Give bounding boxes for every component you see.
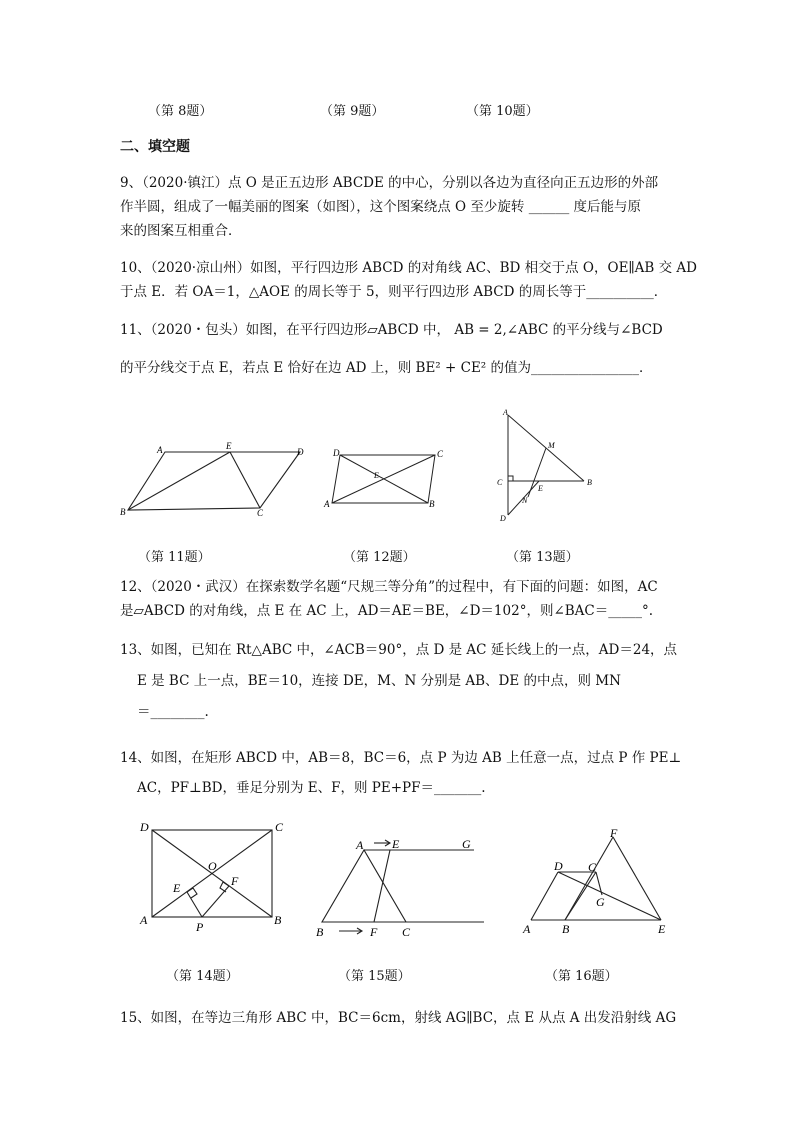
fig12-label-e: E <box>374 471 379 480</box>
fig14-label-b: B <box>274 913 282 927</box>
fig15-label-a: A <box>356 838 364 852</box>
fig15-label-f: F <box>370 925 378 939</box>
fig16-label-g: G <box>596 895 605 909</box>
fig13-label-m: M <box>548 441 555 450</box>
fig15-triangle-abc <box>322 850 406 922</box>
fig13-segment-mn <box>528 448 546 497</box>
figure-12 <box>320 445 445 513</box>
fig14-label-a: A <box>140 913 148 927</box>
fig14-label-o: O <box>208 859 217 873</box>
q14-line2: AC，PF⊥BD，垂足分别为 E、F，则 PE+PF＝_______. <box>137 780 486 796</box>
q9-line3: 来的图案互相重合． <box>120 223 242 239</box>
q10-line1: 10、（2020·凉山州）如图，平行四边形 ABCD 的对角线 AC、BD 相交于点 O，OE∥AB 交 AD <box>120 260 697 276</box>
fig12-label-c: C <box>437 449 444 459</box>
figure-15 <box>312 832 488 942</box>
fig12-label-b: B <box>429 499 435 509</box>
caption-fig8: （第 8题） <box>148 104 213 119</box>
fig12-label-a: A <box>324 499 330 509</box>
q9-line2: 作半圆，组成了一幅美丽的图案（如图），这个图案绕点 O 至少旋转 ______ 度后能与原 <box>120 199 641 215</box>
caption-fig16: （第 16题） <box>545 969 618 984</box>
caption-fig11: （第 11题） <box>138 550 211 565</box>
q12-line2: 是▱ABCD 的对角线，点 E 在 AC 上，AD＝AE＝BE，∠D＝102°，则∠BAC＝_____°. <box>120 603 654 619</box>
fig11-segment-ce <box>230 452 260 508</box>
fig12-label-d: D <box>333 448 340 458</box>
fig13-label-d: D <box>500 514 506 523</box>
fig11-label-e: E <box>226 441 232 451</box>
fig14-label-c: C <box>275 820 284 834</box>
fig15-segment-ef <box>374 850 390 922</box>
section-heading: 二、填空题 <box>120 139 190 155</box>
fig11-label-b: B <box>120 507 126 517</box>
fig14-label-f: F <box>231 874 239 888</box>
fig14-label-d: D <box>140 820 149 834</box>
fig13-label-a: A <box>503 408 508 417</box>
fig14-right-angle-e <box>187 888 197 898</box>
caption-fig10: （第 10题） <box>466 104 539 119</box>
figure-14 <box>135 818 295 940</box>
caption-fig12: （第 12题） <box>343 550 416 565</box>
fig11-label-a: A <box>157 445 163 455</box>
fig13-label-c: C <box>497 478 503 487</box>
fig13-label-n: N <box>522 496 528 505</box>
fig13-label-e: E <box>538 484 543 493</box>
fig15-label-c: C <box>402 925 411 939</box>
figure-13 <box>494 405 602 525</box>
caption-fig13: （第 13题） <box>506 550 579 565</box>
fig16-label-e: E <box>658 922 666 936</box>
caption-fig15: （第 15题） <box>338 969 411 984</box>
q14-line1: 14、如图，在矩形 ABCD 中，AB＝8，BC＝6，点 P 为边 AB 上任意一点，过点 P 作 PE⊥ <box>120 750 682 766</box>
q13-line3: ＝________. <box>137 704 209 720</box>
q13-line2: E 是 BC 上一点，BE＝10，连接 DE，M、N 分别是 AB、DE 的中点，则 MN <box>137 673 621 689</box>
caption-fig9: （第 9题） <box>320 104 385 119</box>
fig14-label-e: E <box>173 881 181 895</box>
fig14-label-p: P <box>196 920 204 934</box>
q15-line1: 15、如图，在等边三角形 ABC 中，BC＝6cm，射线 AG∥BC，点 E 从点 A 出发沿射线 AG <box>120 1010 677 1026</box>
caption-fig14: （第 14题） <box>166 969 239 984</box>
fig12-diagonal-db <box>340 455 428 503</box>
fig16-segment-ad <box>531 872 558 920</box>
fig16-label-a: A <box>523 922 531 936</box>
fig11-label-c: C <box>257 508 264 518</box>
fig11-label-d: D <box>297 447 304 457</box>
fig15-label-b: B <box>316 925 324 939</box>
fig16-label-c: C <box>588 860 597 874</box>
fig16-label-b: B <box>562 922 570 936</box>
figure-16 <box>518 825 678 937</box>
fig16-label-d: D <box>554 859 563 873</box>
q13-line1: 13、如图，已知在 Rt△ABC 中，∠ACB＝90°，点 D 是 AC 延长线上的一点，AD＝24，点 <box>120 642 678 658</box>
q9-line1: 9、（2020·镇江）点 O 是正五边形 ABCDE 的中心，分别以各边为直径向正五边形的外部 <box>120 175 659 191</box>
fig13-right-angle-mark <box>508 476 513 481</box>
fig16-segment-de <box>558 872 661 920</box>
fig15-label-e: E <box>392 837 400 851</box>
fig16-label-f: F <box>610 826 618 840</box>
q11-line1: 11、（2020・包头）如图，在平行四边形▱ABCD 中， AB = 2,∠ABC 的平分线与∠BCD <box>120 322 663 338</box>
fig15-label-g: G <box>462 837 471 851</box>
fig11-segment-be <box>128 452 230 510</box>
fig13-label-b: B <box>587 478 592 487</box>
q10-line2: 于点 E．若 OA＝1，△AOE 的周长等于 5，则平行四边形 ABCD 的周长等于__________． <box>120 284 668 300</box>
q12-line1: 12、（2020・武汉）在探索数学名题“尺规三等分角”的过程中，有下面的问题：如图，AC <box>120 579 658 595</box>
figure-11 <box>115 438 315 520</box>
fig16-segment-fe <box>613 837 661 920</box>
q11-line2: 的平分线交于点 E，若点 E 恰好在边 AD 上，则 BE² + CE² 的值为________________． <box>120 360 653 376</box>
